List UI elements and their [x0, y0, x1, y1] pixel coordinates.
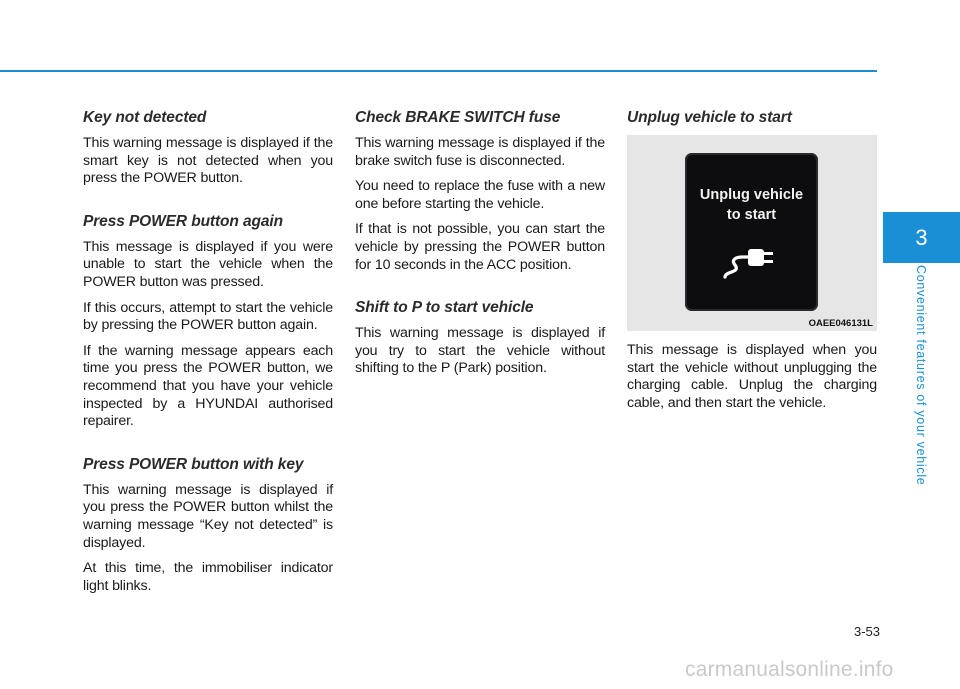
paragraph: You need to replace the fuse with a new one before starting the vehicle.	[355, 178, 605, 212]
column-2	[355, 108, 605, 386]
column-1	[83, 108, 333, 603]
paragraph: If the warning message appears each time you press the POWER button, we recommend that you have your vehicle inspected by a HYUNDAI authorised repairer.	[83, 342, 333, 430]
section-title-key-not-detected: Key not detected	[83, 109, 207, 126]
paragraph: At this time, the immobiliser indicator light blinks.	[83, 560, 333, 594]
plug-icon	[721, 243, 781, 283]
figure-code: OAEE046131L	[808, 318, 873, 329]
paragraph: This warning message is displayed if you try to start the vehicle without shifting to the P (Park) position.	[355, 325, 605, 377]
chapter-title-vertical: Convenient features of your vehicle	[914, 265, 928, 486]
section-title-shift-to-p: Shift to P to start vehicle	[355, 299, 534, 317]
cluster-display-figure	[627, 135, 877, 331]
column-3	[627, 108, 877, 420]
paragraph: If that is not possible, you can start the vehicle by pressing the POWER button for 10 seconds in the ACC position.	[355, 221, 605, 273]
chapter-number: 3	[915, 225, 928, 250]
chapter-tab	[883, 212, 960, 263]
section-title-press-power-again: Press POWER button again	[83, 212, 283, 230]
page-number: 3-53	[853, 624, 880, 639]
paragraph: If this occurs, attempt to start the vehicle by pressing the POWER button again.	[83, 299, 333, 334]
header-rule	[0, 70, 877, 72]
paragraph: This warning message is displayed if the smart key is not detected when you press the POWER button.	[83, 135, 333, 187]
screen-message-line-1: Unplug vehicle	[699, 187, 804, 203]
paragraph: This warning message is displayed if you press the POWER button whilst the warning message “Key not detected” is displayed.	[83, 481, 333, 551]
paragraph: This message is displayed when you start the vehicle without unplugging the charging cable. Unplug the charging cable, and then start the vehicle.	[627, 342, 877, 411]
section-title-unplug-vehicle: Unplug vehicle to start	[627, 109, 792, 126]
screen-message-line-2: to start	[726, 207, 777, 223]
section-title-press-power-with-key: Press POWER button with key	[83, 455, 304, 473]
section-title-check-brake-switch-fuse: Check BRAKE SWITCH fuse	[355, 109, 561, 126]
paragraph: This message is displayed if you were unable to start the vehicle when the POWER button was pressed.	[83, 238, 333, 290]
cluster-screen	[685, 153, 818, 311]
watermark: carmanualsonline.info	[685, 658, 894, 681]
paragraph: This warning message is displayed if the brake switch fuse is disconnected.	[355, 135, 605, 169]
